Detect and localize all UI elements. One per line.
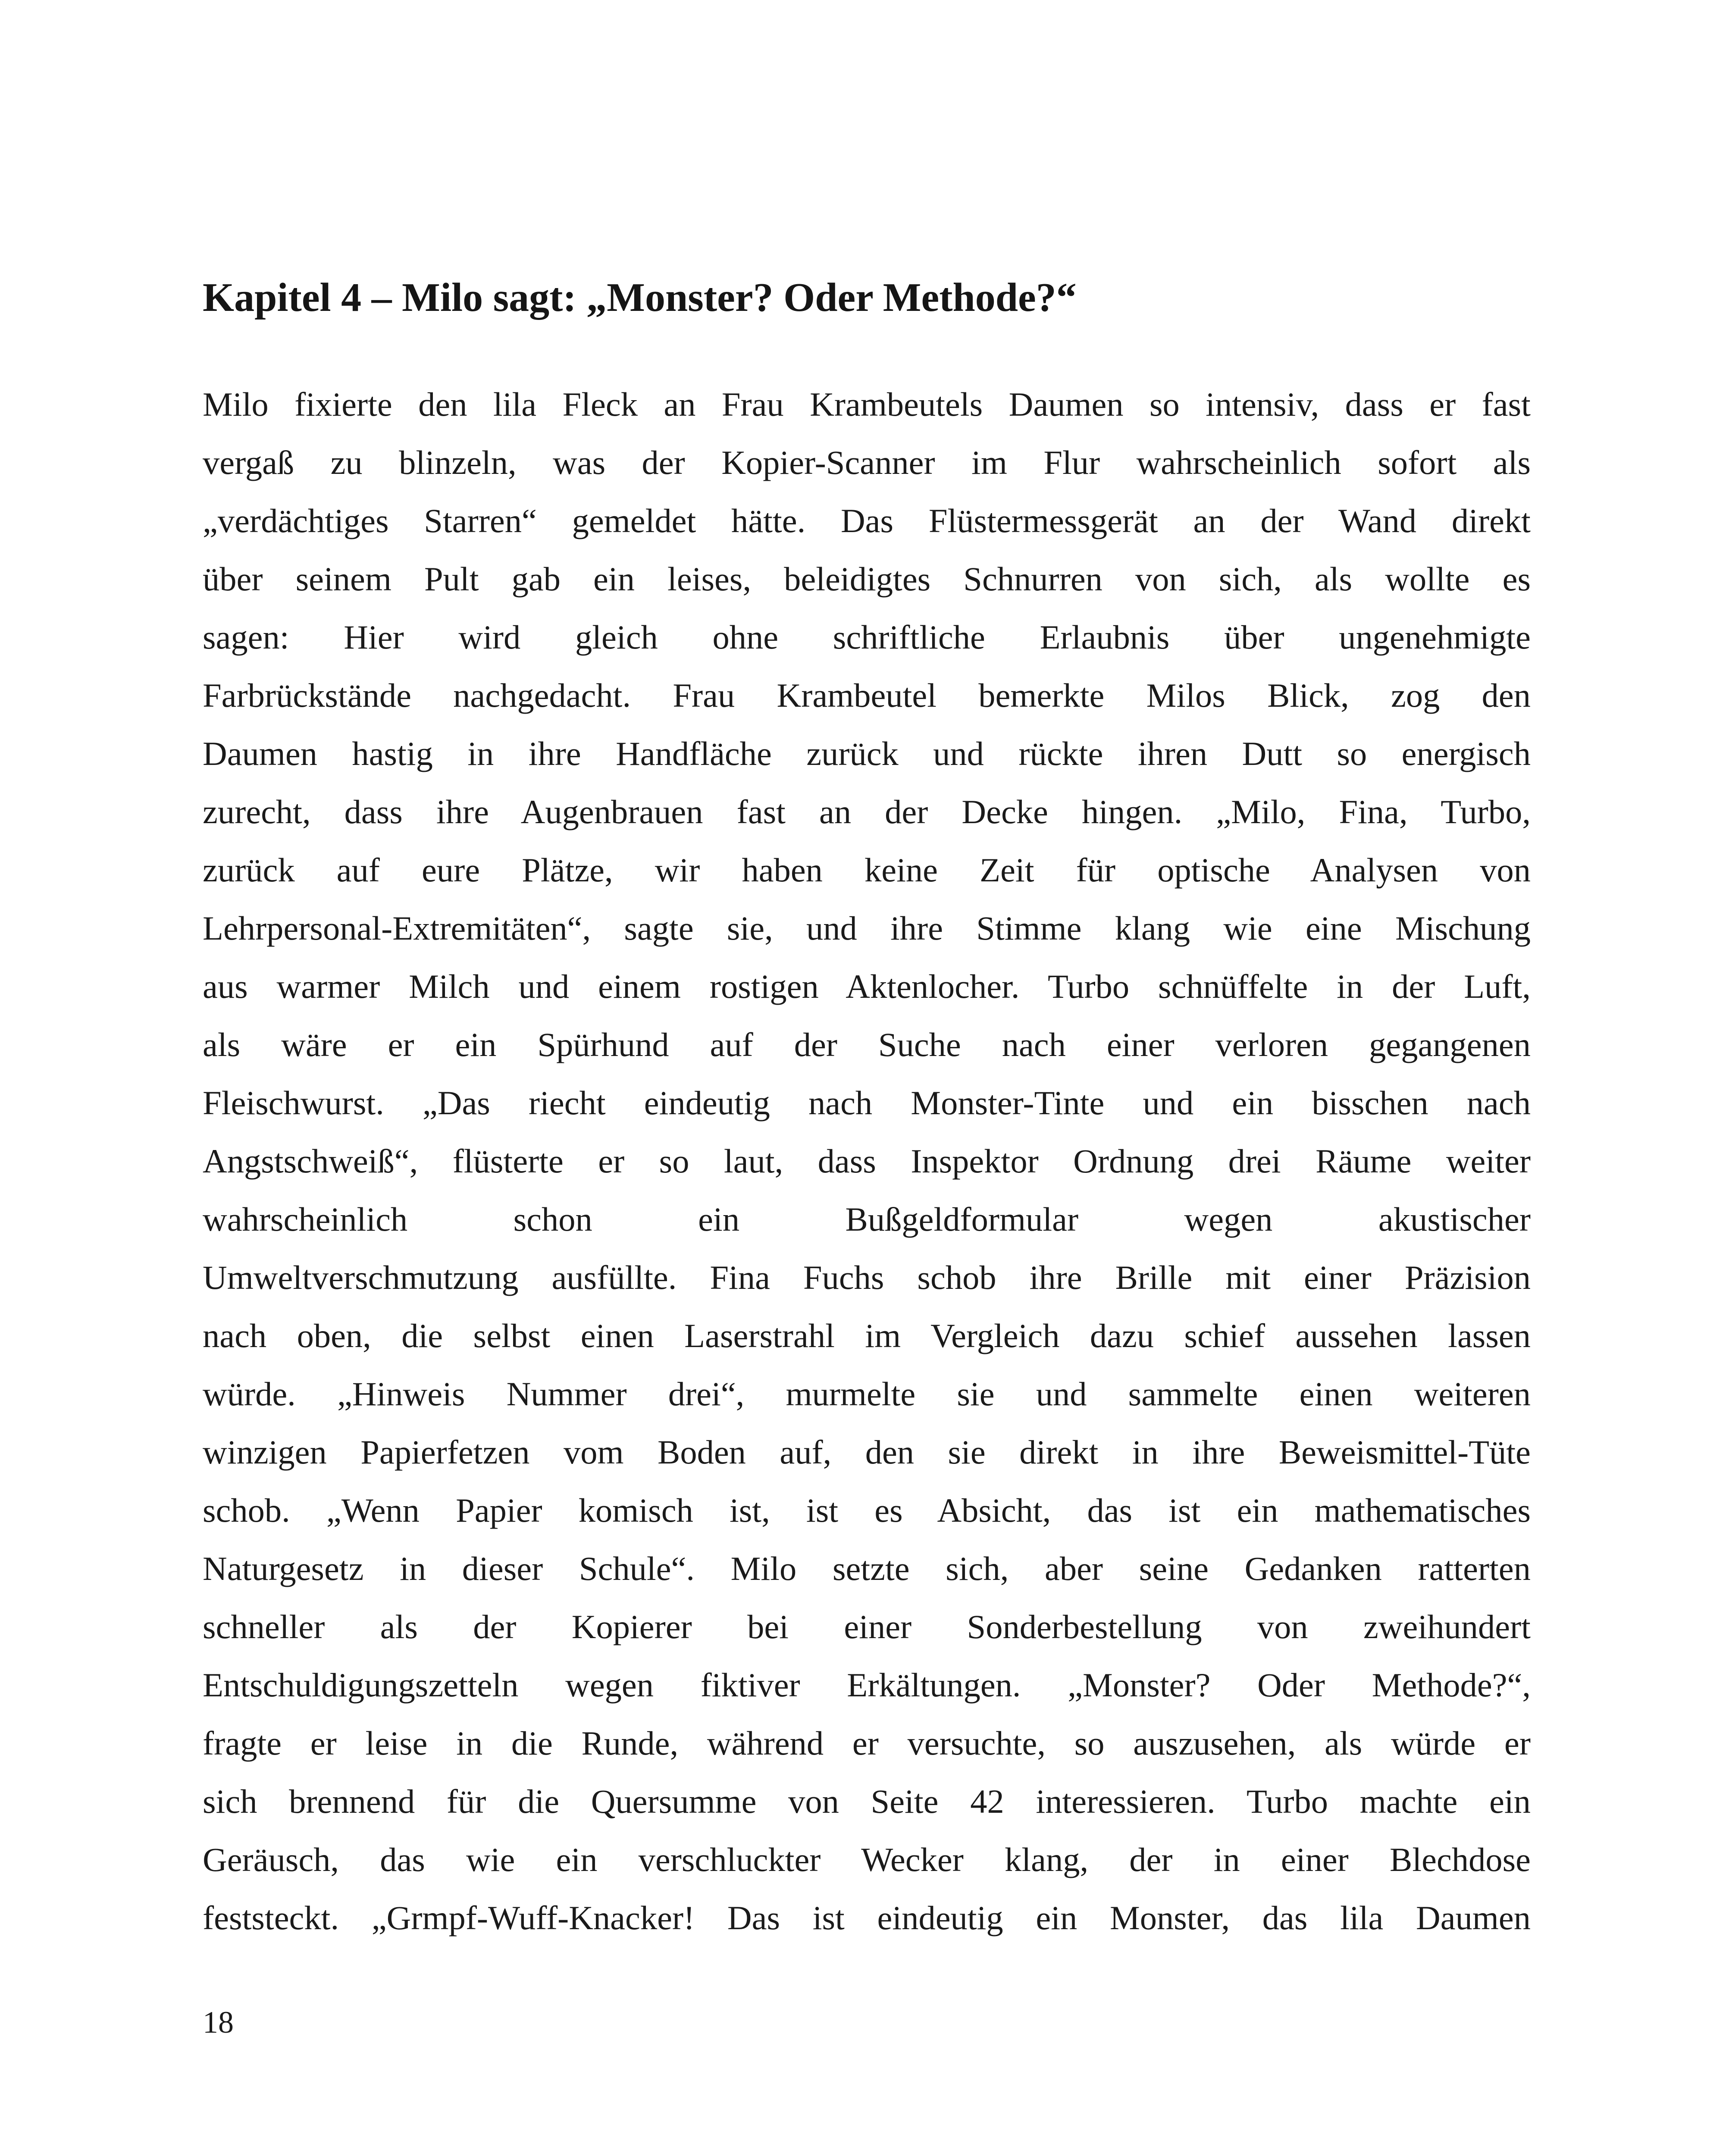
chapter-title: Kapitel 4 – Milo sagt: „Monster? Oder Methode?“ [203,275,1077,320]
text-line: würde. „Hinweis Nummer drei“, murmelte sie und sammelte einen weiteren [203,1375,1531,1413]
text-line: Umweltverschmutzung ausfüllte. Fina Fuchs schob ihre Brille mit einer Präzision [203,1259,1531,1296]
text-line: als wäre er ein Spürhund auf der Suche nach einer verloren gegangenen [203,1026,1531,1063]
text-line: nach oben, die selbst einen Laserstrahl im Vergleich dazu schief aussehen lassen [203,1317,1531,1354]
page-number: 18 [203,2005,234,2040]
text-line: über seinem Pult gab ein leises, beleidigtes Schnurren von sich, als wollte es [203,560,1531,598]
text-line: Milo fixierte den lila Fleck an Frau Krambeutels Daumen so intensiv, dass er fast [203,385,1531,423]
text-line: vergaß zu blinzeln, was der Kopier-Scanner im Flur wahrscheinlich sofort als [203,444,1531,481]
text-line: feststeckt. „Grmpf-Wuff-Knacker! Das ist eindeutig ein Monster, das lila Daumen [203,1899,1531,1937]
text-line: Farbrückstände nachgedacht. Frau Krambeutel bemerkte Milos Blick, zog den [203,677,1531,714]
text-line: wahrscheinlich schon ein Bußgeldformular wegen akustischer [203,1200,1531,1238]
text-line: Fleischwurst. „Das riecht eindeutig nach Monster-Tinte und ein bisschen nach [203,1084,1531,1122]
body-paragraph [203,375,1531,1947]
text-line: „verdächtiges Starren“ gemeldet hätte. Das Flüstermessgerät an der Wand direkt [203,502,1531,539]
text-line: Angstschweiß“, flüsterte er so laut, dass Inspektor Ordnung drei Räume weiter [203,1142,1531,1180]
text-line: zurück auf eure Plätze, wir haben keine Zeit für optische Analysen von [203,851,1531,889]
text-line: Entschuldigungszetteln wegen fiktiver Erkältungen. „Monster? Oder Methode?“, [203,1666,1531,1704]
text-line: Daumen hastig in ihre Handfläche zurück und rückte ihren Dutt so energisch [203,735,1531,772]
text-line: aus warmer Milch und einem rostigen Aktenlocher. Turbo schnüffelte in der Luft, [203,968,1531,1005]
text-line: winzigen Papierfetzen vom Boden auf, den sie direkt in ihre Beweismittel-Tüte [203,1433,1531,1471]
text-line: schob. „Wenn Papier komisch ist, ist es Absicht, das ist ein mathematisches [203,1492,1531,1529]
text-line: sagen: Hier wird gleich ohne schriftliche Erlaubnis über ungenehmigte [203,618,1531,656]
text-line: sich brennend für die Quersumme von Seite 42 interessieren. Turbo machte ein [203,1783,1531,1820]
text-line: Lehrpersonal-Extremitäten“, sagte sie, und ihre Stimme klang wie eine Mischung [203,909,1531,947]
text-line: fragte er leise in die Runde, während er versuchte, so auszusehen, als würde er [203,1724,1531,1762]
text-line: schneller als der Kopierer bei einer Sonderbestellung von zweihundert [203,1608,1531,1645]
text-line: zurecht, dass ihre Augenbrauen fast an der Decke hingen. „Milo, Fina, Turbo, [203,793,1531,830]
text-line: Naturgesetz in dieser Schule“. Milo setzte sich, aber seine Gedanken ratterten [203,1550,1531,1587]
text-line: Geräusch, das wie ein verschluckter Wecker klang, der in einer Blechdose [203,1841,1531,1878]
